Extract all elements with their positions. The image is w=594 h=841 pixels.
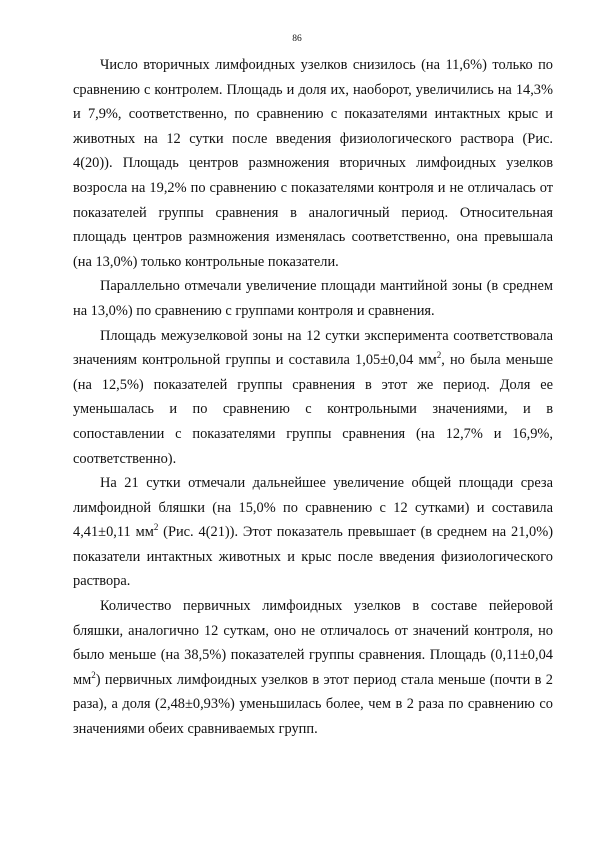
superscript: 2	[436, 350, 442, 361]
paragraph	[73, 594, 553, 742]
superscript: 2	[153, 522, 159, 533]
text-run: На 21 сутки отмечали дальнейшее увеличение общей площади среза лимфоидной бляшки (на 15,0% по сравнению с 12 сутками) и составила 4,41±0,11 мм	[73, 475, 553, 541]
page-number: 86	[292, 34, 302, 44]
paragraph	[73, 471, 553, 594]
text-run: Площадь межузелковой зоны на 12 сутки эксперимента соответствовала значениям контрольной группы и составила 1,05±0,04 мм	[73, 327, 553, 369]
paragraph	[73, 324, 553, 472]
text-run: Параллельно отмечали увеличение площади мантийной зоны (в среднем на 13,0%) по сравнению с группами контроля и сравнения.	[73, 278, 553, 319]
superscript: 2	[91, 670, 96, 681]
text-run: Количество первичных лимфоидных узелков в составе пейеровой бляшки, аналогично 12 суткам, оно не отличалось от значений контроля, но было меньше (на 38,5%) показателей группы сравнения. Площадь (0,11±0,04 мм	[73, 598, 553, 688]
paragraph	[73, 53, 553, 274]
text-run: Число вторичных лимфоидных узелков снизилось (на 11,6%) только по сравнению с контролем. Площадь и доля их, наоборот, увеличились на 14,3% и 7,9%, соответственно, по сравнению с показателями интактных крыс и животных на 12 сутки после введения физиологического раствора (Рис. 4(20)). Площадь центров размножения вторичных лимфоидных узелков возросла на 19,2% по сравнению с показателями контроля и не отличалась от показателей группы сравнения в аналогичный период. Относительная площадь центров размножения изменялась соответственно, она превышала (на 13,0%) только контрольные показатели.	[73, 57, 553, 270]
text-run: , но была меньше (на 12,5%) показателей группы сравнения в этот же период. Доля ее уменьшалась и по сравнению с контрольными значениями, и в сопоставлении с показателями группы сравнения (на 12,7% и 16,9%, соответственно).	[73, 352, 553, 467]
paragraph	[73, 274, 553, 323]
body-text	[73, 53, 553, 742]
text-run: (Рис. 4(21)). Этот показатель превышает (в среднем на 21,0%) показатели интактных животных и крыс после введения физиологического раствора.	[73, 524, 553, 590]
text-run: ) первичных лимфоидных узелков в этот период стала меньше (почти в 2 раза), а доля (2,48±0,93%) уменьшилась более, чем в 2 раза по сравнению со значениями обеих сравниваемых групп.	[73, 671, 553, 738]
